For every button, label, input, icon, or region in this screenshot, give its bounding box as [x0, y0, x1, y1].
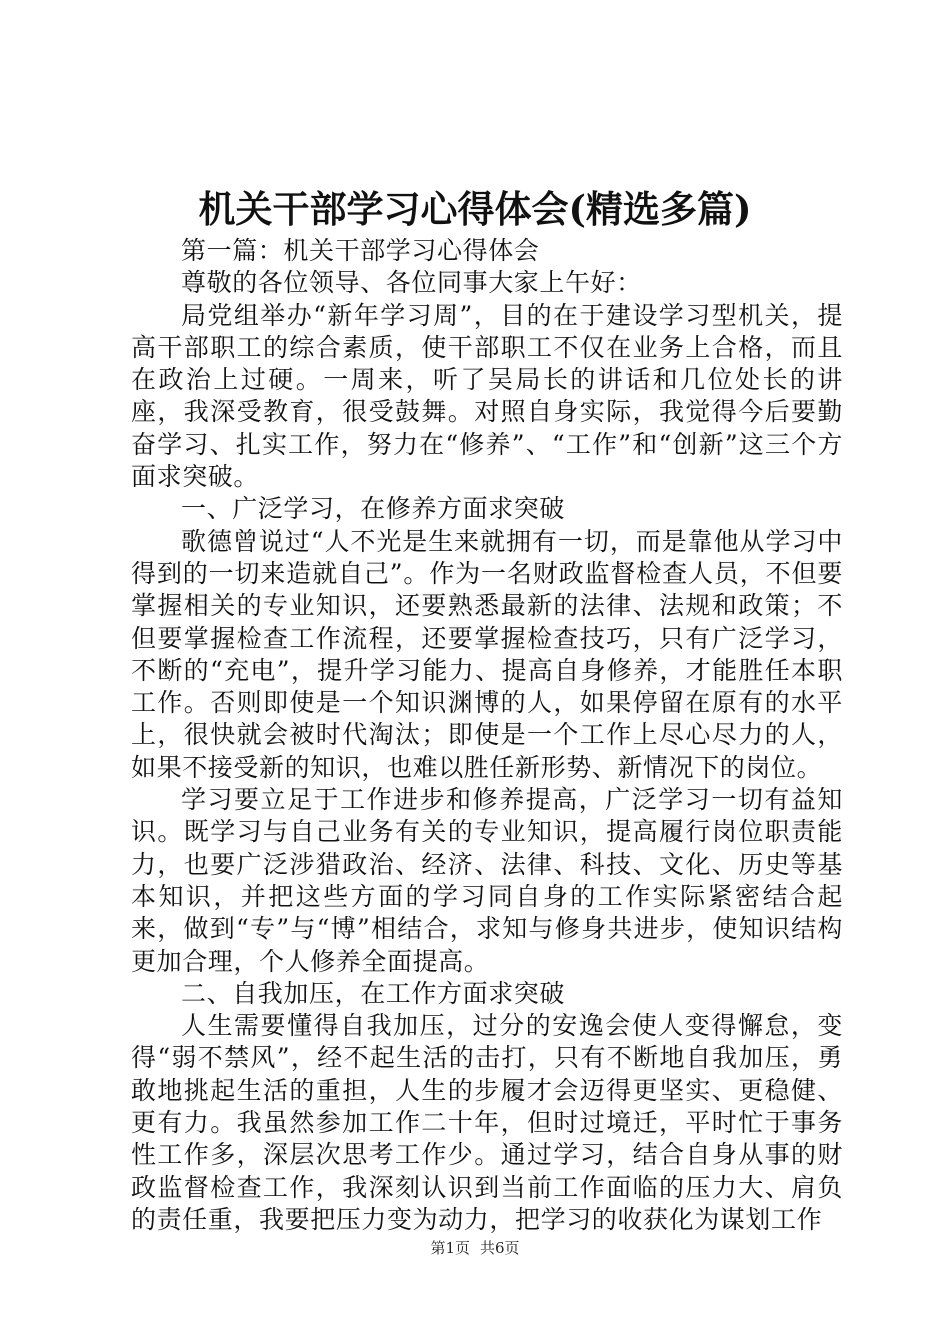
page-footer — [0, 1238, 950, 1258]
document-body — [131, 235, 843, 1236]
body-paragraph: 歌德曾说过“人不光是生来就拥有一切，而是靠他从学习中得到的一切来造就自己”。作为一名财政监督检查人员，不但要掌握相关的专业知识，还要熟悉最新的法律、法规和政策；不但要掌握检查工作流程，还要掌握检查技巧，只有广泛学习，不断的“充电”，提升学习能力、提高自身修养，才能胜任本职工作。否则即使是一个知识渊博的人，如果停留在原有的水平上，很快就会被时代淘汰；即使是一个工作上尽心尽力的人，如果不接受新的知识，也难以胜任新形势、新情况下的岗位。 — [131, 526, 843, 782]
page-number: 第1页 — [430, 1239, 470, 1257]
body-paragraph: 人生需要懂得自我加压，过分的安逸会使人变得懈怠，变得“弱不禁风”，经不起生活的击打，只有不断地自我加压，勇敢地挑起生活的重担，人生的步履才会迈得更坚实、更稳健、更有力。我虽然参加工作二十年，但时过境迁，平时忙于事务性工作多，深层次思考工作少。通过学习，结合自身从事的财政监督检查工作，我深刻认识到当前工作面临的压力大、肩负的责任重，我要把压力变为动力，把学习的收获化为谋划工作 — [131, 1011, 843, 1234]
salutation: 尊敬的各位领导、各位同事大家上午好： — [181, 268, 642, 298]
page-total: 共6页 — [480, 1239, 520, 1257]
section-heading: 第一篇：机关干部学习心得体会 — [181, 236, 540, 265]
body-paragraph: 局党组举办“新年学习周”，目的在于建设学习型机关，提高干部职工的综合素质，使干部职工不仅在业务上合格，而且在政治上过硬。一周来，听了吴局长的讲话和几位处长的讲座，我深受教育，很受鼓舞。对照自身实际，我觉得今后要勤奋学习、扎实工作，努力在“修养”、“工作”和“创新”这三个方面求突破。 — [131, 300, 843, 492]
document-title: 机关干部学习心得体会(精选多篇) — [198, 187, 752, 231]
body-paragraph: 学习要立足于工作进步和修养提高，广泛学习一切有益知识。既学习与自己业务有关的专业知识，提高履行岗位职责能力，也要广泛涉猎政治、经济、法律、科技、文化、历史等基本知识，并把这些方面的学习同自身的工作实际紧密结合起来，做到“专”与“博”相结合，求知与修身共进步，使知识结构更加合理，个人修养全面提高。 — [131, 785, 843, 976]
subsection-heading: 二、自我加压，在工作方面求突破 — [181, 978, 566, 1008]
subsection-heading: 一、广泛学习，在修养方面求突破 — [181, 494, 566, 524]
